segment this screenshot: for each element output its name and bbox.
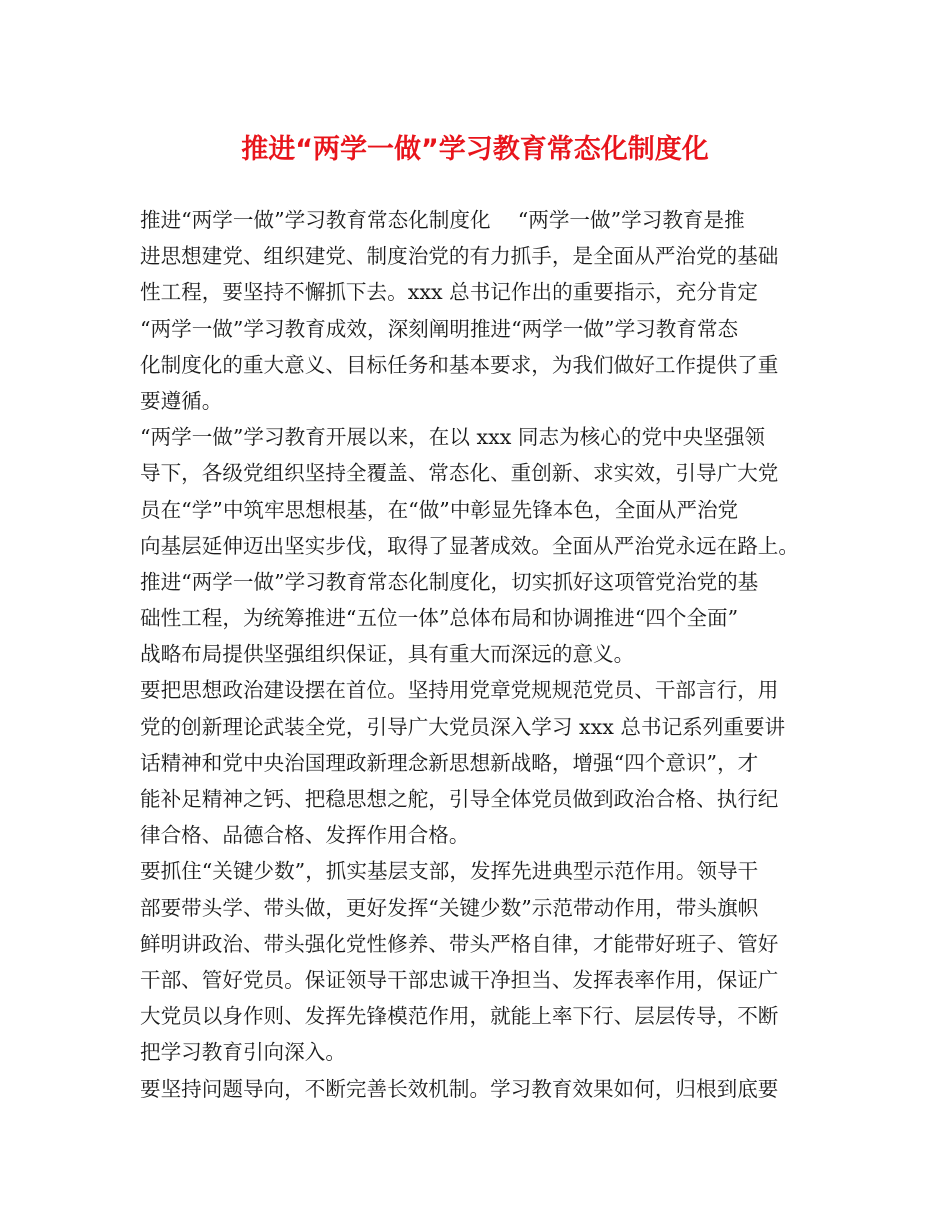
body-line: 话精神和党中央治国理政新理念新思想新战略，增强“四个意识”，才 (140, 750, 759, 775)
body-line: 要遵循。 (140, 388, 223, 413)
body-line: 鲜明讲政治、带头强化党性修养、带头严格自律，才能带好班子、管好 (140, 931, 779, 956)
body-line: 要坚持问题导向，不断完善长效机制。学习教育效果如何，归根到底要 (140, 1076, 779, 1101)
body-line: 要把思想政治建设摆在首位。坚持用党章党规规范党员、干部言行，用 (140, 678, 779, 703)
body-line: 律合格、品德合格、发挥作用合格。 (140, 823, 470, 848)
body-line: 部要带头学、带头做，更好发挥“关键少数”示范带动作用，带头旗帜 (140, 895, 759, 920)
body-line: 推进“两学一做”学习教育常态化制度化 “两学一做”学习教育是推 (140, 208, 745, 232)
body-line: 性工程，要坚持不懈抓下去。xxx 总书记作出的重要指示，充分肯定 (140, 280, 759, 305)
body-line: 进思想建党、组织建党、制度治党的有力抓手，是全面从严治党的基础 (140, 244, 779, 269)
body-line: 推进“两学一做”学习教育常态化制度化，切实抓好这项管党治党的基 (140, 569, 759, 594)
document-body (140, 202, 820, 1107)
document-title: 推进“两学一做”学习教育常态化制度化 (241, 134, 709, 165)
body-line: 要抓住“关键少数”，抓实基层支部，发挥先进典型示范作用。领导干 (140, 859, 759, 884)
body-line: “两学一做”学习教育成效，深刻阐明推进“两学一做”学习教育常态 (140, 316, 739, 341)
body-line: 能补足精神之钙、把稳思想之舵，引导全体党员做到政治合格、执行纪 (140, 787, 779, 811)
body-line: 把学习教育引向深入。 (140, 1040, 346, 1065)
body-line: 向基层延伸迈出坚实步伐，取得了显著成效。全面从严治党永远在路上。 (140, 533, 799, 558)
body-line: 导下，各级党组织坚持全覆盖、常态化、重创新、求实效，引导广大党 (140, 461, 779, 486)
body-line: 础性工程，为统筹推进“五位一体”总体布局和协调推进“四个全面” (140, 606, 739, 631)
body-line: 战略布局提供坚强组织保证，具有重大而深远的意义。 (140, 642, 635, 667)
body-line: 党的创新理论武装全党，引导广大党员深入学习 xxx 总书记系列重要讲 (140, 714, 786, 739)
body-line: 化制度化的重大意义、目标任务和基本要求，为我们做好工作提供了重 (140, 352, 779, 377)
body-line: “两学一做”学习教育开展以来，在以 xxx 同志为核心的党中央坚强领 (140, 425, 766, 450)
body-line: 员在“学”中筑牢思想根基，在“做”中彰显先锋本色，全面从严治党 (140, 497, 739, 522)
body-line: 大党员以身作则、发挥先锋模范作用，就能上率下行、层层传导，不断 (140, 1004, 779, 1029)
body-line: 干部、管好党员。保证领导干部忠诚干净担当、发挥表率作用，保证广 (140, 967, 779, 992)
